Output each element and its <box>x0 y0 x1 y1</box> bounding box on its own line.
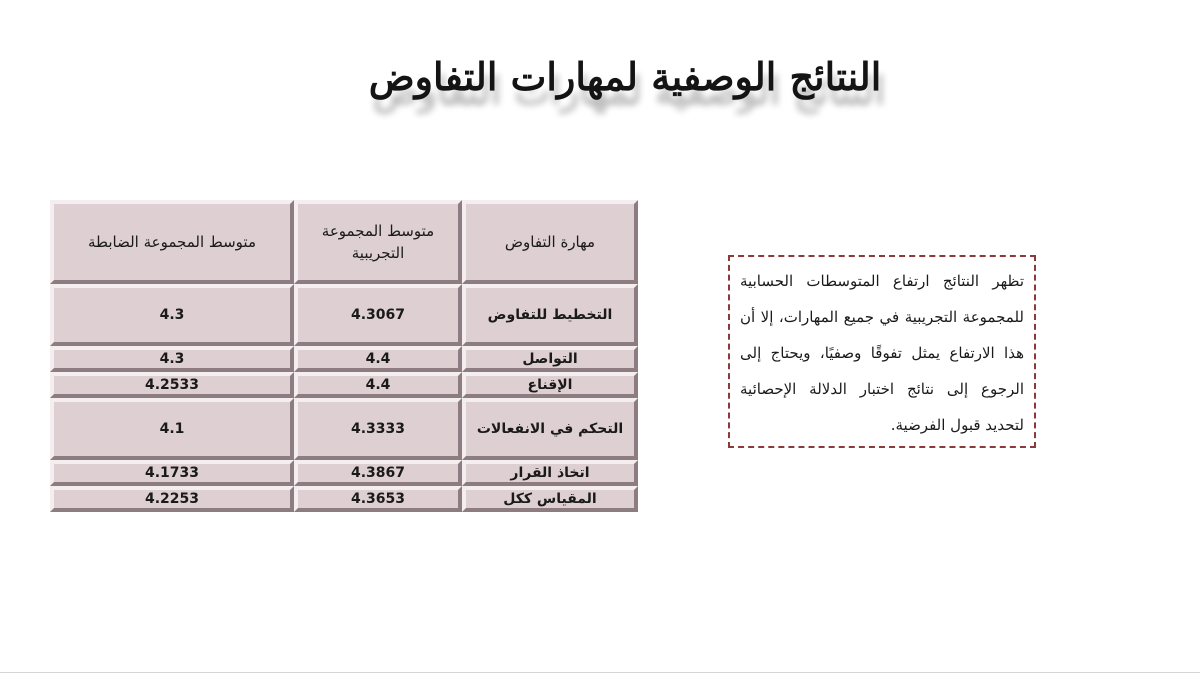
table-row <box>50 372 638 398</box>
cell-skill: التحكم في الانفعالات <box>462 398 638 460</box>
cell-control-mean: 4.1 <box>50 398 294 460</box>
cell-control-mean: 4.2533 <box>50 372 294 398</box>
cell-skill: اتخاذ القرار <box>462 460 638 486</box>
cell-control-mean: 4.3 <box>50 284 294 346</box>
cell-experimental-mean: 4.3333 <box>294 398 462 460</box>
table-row <box>50 284 638 346</box>
table-row <box>50 460 638 486</box>
table-row <box>50 398 638 460</box>
slide-title: النتائج الوصفية لمهارات التفاوض <box>368 54 882 99</box>
results-note-textbox[interactable]: تظهر النتائج ارتفاع المتوسطات الحسابية للمجموعة التجريبية في جميع المهارات، إلا أن هذا الارتفاع يمثل تفوقًا وصفيًا، ويحتاج إلى الرجوع إلى نتائج اختبار الدلالة الإحصائية لتحديد قبول الفرضية. <box>728 255 1036 448</box>
header-skill: مهارة التفاوض <box>462 200 638 284</box>
cell-experimental-mean: 4.3067 <box>294 284 462 346</box>
table-row <box>50 486 638 512</box>
results-table <box>50 200 638 512</box>
cell-skill: المقياس ككل <box>462 486 638 512</box>
cell-experimental-mean: 4.3867 <box>294 460 462 486</box>
header-control-mean: متوسط المجموعة الضابطة <box>50 200 294 284</box>
cell-skill: التواصل <box>462 346 638 372</box>
divider <box>0 672 1200 673</box>
header-experimental-mean: متوسط المجموعة التجريبية <box>294 200 462 284</box>
cell-control-mean: 4.1733 <box>50 460 294 486</box>
table-header-row <box>50 200 638 284</box>
cell-experimental-mean: 4.4 <box>294 372 462 398</box>
cell-skill: التخطيط للتفاوض <box>462 284 638 346</box>
cell-control-mean: 4.3 <box>50 346 294 372</box>
cell-experimental-mean: 4.4 <box>294 346 462 372</box>
cell-skill: الإقناع <box>462 372 638 398</box>
cell-control-mean: 4.2253 <box>50 486 294 512</box>
table-row <box>50 346 638 372</box>
cell-experimental-mean: 4.3653 <box>294 486 462 512</box>
